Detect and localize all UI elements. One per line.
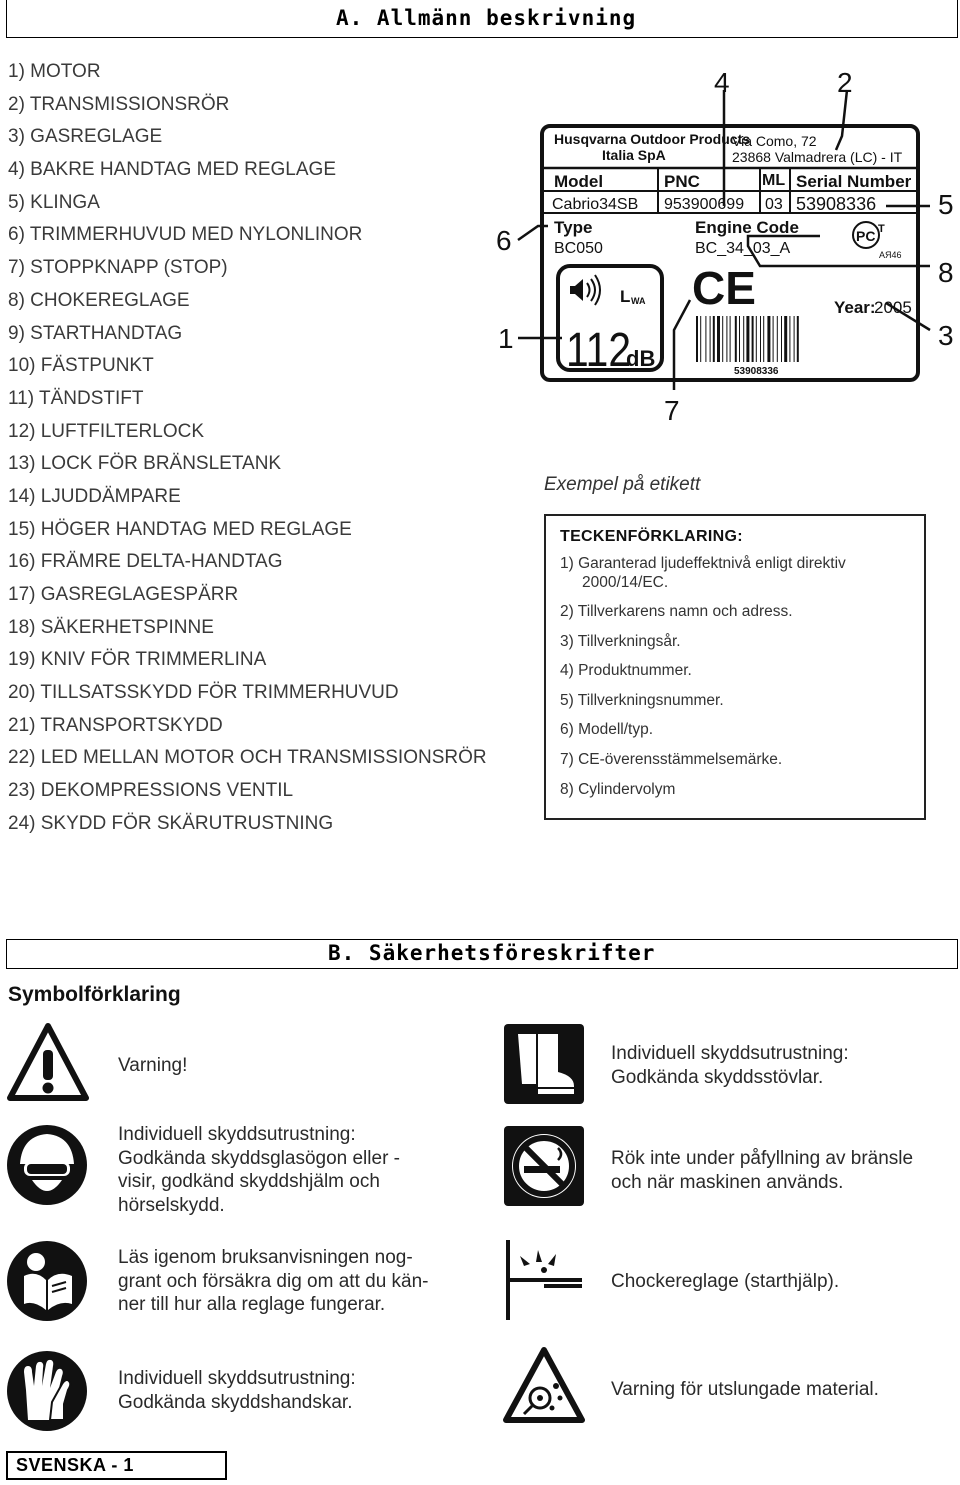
- boots-text-line: Individuell skyddsutrustning:: [611, 1043, 849, 1064]
- label-type-value: BC050: [554, 240, 603, 257]
- label-engine-value: BC_34_03_A: [695, 240, 791, 257]
- parts-list-item: 12) LUFTFILTERLOCK: [8, 420, 205, 442]
- read-manual-icon: [6, 1240, 88, 1322]
- parts-list-item: 9) STARTHANDTAG: [8, 322, 183, 344]
- label-manufacturer-1: Husqvarna Outdoor Products: [554, 131, 751, 147]
- section-b-title: B. Säkerhetsföreskrifter: [328, 941, 656, 965]
- label-pnc-header: PNC: [664, 172, 700, 191]
- nosmoke-text-line: Rök inte under påfyllning av bränsle: [611, 1148, 914, 1169]
- callout-5: 5: [938, 189, 954, 220]
- parts-list-item: 1) MOTOR: [8, 61, 101, 82]
- parts-list-item: 2) TRANSMISSIONSRÖR: [8, 93, 230, 115]
- label-year-value: 2005: [874, 298, 912, 317]
- label-type-header: Type: [554, 218, 593, 237]
- label-sound-value: 112: [566, 323, 632, 377]
- page-footer-label: SVENSKA - 1: [6, 1451, 227, 1480]
- nosmoke-text-line: och när maskinen används.: [611, 1171, 844, 1193]
- parts-list-item: 19) KNIV FÖR TRIMMERLINA: [8, 649, 267, 671]
- callout-8: 8: [938, 257, 954, 288]
- label-address-2: 23868 Valmadrera (LC) - IT: [732, 149, 903, 165]
- legend-box: [544, 514, 926, 820]
- label-serial-value: 53908336: [796, 194, 877, 214]
- gloves-text-line: Individuell skyddsutrustning:: [118, 1368, 356, 1389]
- parts-list-item: 22) LED MELLAN MOTOR OCH TRANSMISSIONSRÖR: [8, 747, 487, 769]
- callout-4: 4: [714, 67, 730, 98]
- product-label-illustration: [490, 60, 960, 430]
- glasses-text-line: Godkända skyddsglasögon eller -: [118, 1147, 401, 1169]
- label-barcode-number: 53908336: [734, 366, 779, 377]
- parts-list-item: 23) DEKOMPRESSIONS VENTIL: [8, 780, 294, 802]
- svg-text:PC: PC: [856, 228, 876, 244]
- label-model-value: Cabrio34SB: [552, 196, 639, 213]
- label-caption: Exempel på etikett: [544, 474, 701, 495]
- parts-list-item: 21) TRANSPORTSKYDD: [8, 714, 223, 736]
- parts-list-item: 4) BAKRE HANDTAG MED REGLAGE: [8, 159, 336, 181]
- manual-text: [118, 1246, 429, 1317]
- legend-item: [560, 554, 910, 592]
- parts-list-item: 24) SKYDD FÖR SKÄRUTRUSTNING: [8, 812, 334, 834]
- label-serial-header: Serial Number: [796, 172, 912, 191]
- legend-item-text: 1) Garanterad ljudeffektnivå enligt direktiv: [560, 555, 846, 572]
- parts-list-item: 20) TILLSATSSKYDD FÖR TRIMMERHUVUD: [8, 682, 399, 704]
- legend-item: 2) Tillverkarens namn och adress.: [560, 603, 793, 620]
- manual-text-line: Läs igenom bruksanvisningen nog-: [118, 1247, 413, 1268]
- parts-list-item: 11) TÄNDSTIFT: [8, 387, 144, 409]
- thrown-objects-warning-icon: [502, 1346, 586, 1424]
- label-cert-code: AЯ46: [879, 250, 902, 260]
- parts-list-item: 10) FÄSTPUNKT: [8, 355, 154, 377]
- legend-item-text: 2000/14/EC.: [582, 574, 669, 591]
- debris-text: Varning för utslungade material.: [611, 1379, 879, 1400]
- safety-boots-icon: [502, 1022, 586, 1106]
- label-lwa-sub: WA: [631, 296, 646, 306]
- label-pnc-value: 953900699: [664, 196, 745, 213]
- parts-list-item: 8) CHOKEREGLAGE: [8, 289, 190, 311]
- parts-list-item: 3) GASREGLAGE: [8, 126, 163, 148]
- parts-list-item: 7) STOPPKNAPP (STOP): [8, 257, 228, 279]
- parts-list-item: 6) TRIMMERHUVUD MED NYLONLINOR: [8, 224, 363, 246]
- callout-6: 6: [496, 225, 512, 256]
- warning-text: Varning!: [118, 1055, 188, 1076]
- gloves-text-line: Godkända skyddshandskar.: [118, 1391, 353, 1413]
- label-year-label: Year:: [834, 298, 876, 317]
- legend-item: 8) Cylindervolym: [560, 780, 676, 798]
- boots-text: [611, 1042, 849, 1089]
- callout-7: 7: [664, 395, 680, 426]
- choke-icon: [502, 1236, 586, 1324]
- symbol-heading: Symbolförklaring: [8, 983, 181, 1006]
- glasses-text: [118, 1123, 400, 1217]
- legend-item: 7) CE-överensstämmelsemärke.: [560, 750, 783, 768]
- parts-list-item: 16) FRÄMRE DELTA-HANDTAG: [8, 551, 283, 573]
- manual-text-line: ner till hur alla reglage fungerar.: [118, 1294, 386, 1315]
- no-smoking-icon: [502, 1124, 586, 1208]
- glasses-text-line: Individuell skyddsutrustning:: [118, 1124, 356, 1145]
- choke-text: Chockereglage (starthjälp).: [611, 1271, 840, 1292]
- label-sound-unit: dB: [626, 346, 656, 371]
- label-manufacturer-2: Italia SpA: [602, 147, 666, 163]
- label-lwa: L: [620, 287, 631, 306]
- callout-3: 3: [938, 320, 954, 351]
- label-address-1: Via Como, 72: [732, 133, 817, 149]
- safety-glasses-helmet-icon: [6, 1124, 88, 1206]
- glasses-text-line: hörselskydd.: [118, 1194, 225, 1216]
- protective-gloves-icon: [6, 1350, 88, 1432]
- nosmoke-text: [611, 1147, 913, 1194]
- legend-item: 3) Tillverkningsår.: [560, 632, 681, 650]
- parts-list: [8, 56, 487, 841]
- legend-item: 5) Tillverkningsnummer.: [560, 691, 724, 709]
- boots-text-line: Godkända skyddsstövlar.: [611, 1066, 824, 1088]
- parts-list-item: 13) LOCK FÖR BRÄNSLETANK: [8, 453, 282, 475]
- legend-item: 6) Modell/typ.: [560, 721, 654, 739]
- label-engine-header: Engine Code: [695, 218, 799, 237]
- ce-mark: CE: [692, 262, 756, 314]
- callout-2: 2: [837, 67, 853, 98]
- parts-list-item: 15) HÖGER HANDTAG MED REGLAGE: [8, 518, 352, 540]
- warning-triangle-icon: [6, 1022, 90, 1102]
- manual-text-line: grant och försäkra dig om att du kän-: [118, 1270, 429, 1292]
- label-model-header: Model: [554, 172, 604, 191]
- parts-list-item: 14) LJUDDÄMPARE: [8, 485, 181, 507]
- parts-list-item: 18) SÄKERHETSPINNE: [8, 616, 214, 638]
- label-ml-header: ML: [762, 172, 786, 189]
- gloves-text: [118, 1367, 356, 1414]
- legend-item: 4) Produktnummer.: [560, 662, 692, 680]
- parts-list-item: 17) GASREGLAGESPÄRR: [8, 584, 239, 605]
- section-a-title: A. Allmänn beskrivning: [336, 6, 637, 30]
- legend-title: TECKENFÖRKLARING:: [560, 528, 743, 545]
- parts-list-item: 5) KLINGA: [8, 191, 100, 213]
- svg-text:T: T: [878, 223, 885, 235]
- label-ml-value: 03: [765, 196, 783, 213]
- glasses-text-line: visir, godkänd skyddshjälm och: [118, 1171, 380, 1192]
- callout-1: 1: [498, 323, 514, 354]
